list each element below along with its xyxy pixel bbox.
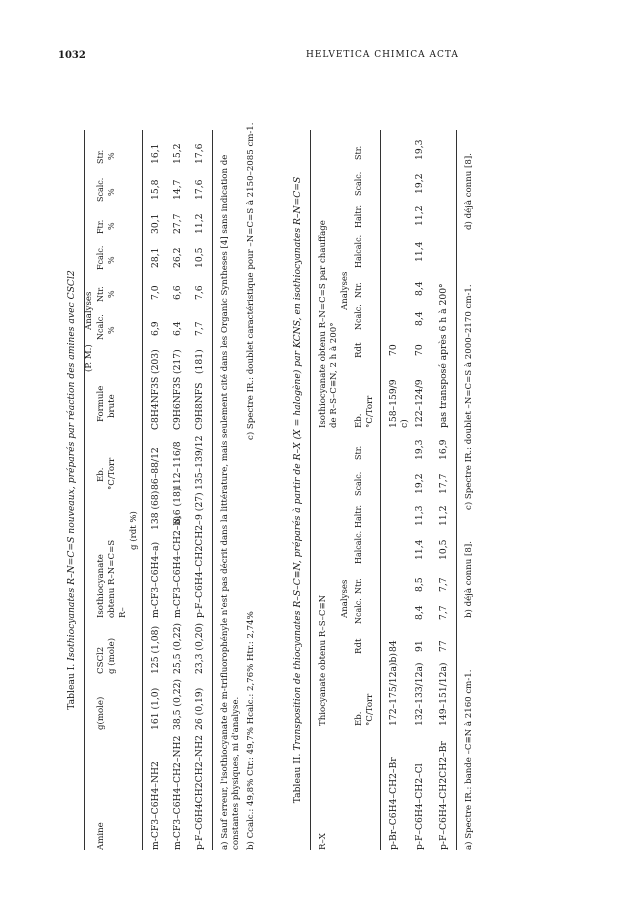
t1-hdr-str: Str. [96, 149, 105, 164]
table2-top-rule [310, 130, 311, 850]
table1-note-c: c) Spectre IR.: doublet caractéristique pour –N=C=S à 2150–2085 cm-1. [246, 122, 256, 440]
t1-hdr-ntr: Ntr. [96, 286, 105, 302]
t2-r1-rdt2: 70 [414, 344, 425, 356]
t1-hdr-cscl2-sub: g (mole) [107, 637, 117, 674]
t1-hdr-formule2: brute [107, 394, 117, 418]
t2-hdr-scalc: Scalc. [354, 471, 363, 496]
t1-r1-amine: m-CF3–C6H4–CH2–NH2 [172, 735, 183, 850]
table1-top-rule [84, 130, 85, 850]
t1-r1-cscl2: 25,5 (0,22) [172, 622, 183, 674]
t2-hdr-ncalc2: Ncalc. [354, 304, 363, 330]
t1-hdr-pct: % [107, 188, 116, 196]
t2-r1-ntr: 8,5 [414, 577, 425, 592]
t1-hdr-formule: Formule [96, 385, 106, 422]
t1-r1-formula: C9H6NF3S [172, 376, 183, 430]
t2-r2-rx: p-F–C6H4–CH2CH2–Br [438, 741, 449, 850]
t1-hdr-fcalc: Fcalc. [96, 245, 105, 270]
t1-r2-str: 17,6 [194, 143, 205, 164]
t1-r2-cscl2: 23,3 (0,20) [194, 622, 205, 674]
t2-r0-rdt2: 70 [388, 344, 399, 356]
t2-hdr-eb2-unit: °C/Torr [365, 395, 375, 428]
t2-r1-haltr: 11,3 [414, 505, 425, 526]
t1-r2-yield: 9 (27) [194, 492, 205, 520]
t2-r1-ncalc: 8,4 [414, 605, 425, 620]
t1-r2-eb: 135–139/12 [194, 435, 205, 490]
t1-r1-fcalc: 26,2 [172, 247, 183, 268]
t2-hdr-haltr: Haltr. [354, 504, 363, 528]
t1-hdr-cscl2: CSCl2 [96, 646, 106, 674]
t2-r2-str: 16,9 [438, 439, 449, 460]
t1-r0-cscl2: 125 (1,08) [150, 625, 161, 674]
t1-r0-r: m-CF3–C6H4–a) [150, 541, 161, 618]
t2-r2-eb: 149–151/12a) [438, 662, 449, 726]
table1-caption-label: Tableau I. [66, 663, 77, 710]
t1-hdr-iso: Isothiocyanate [96, 554, 106, 618]
table1-header-rule [142, 130, 143, 850]
t1-r1-scalc: 14,7 [172, 179, 183, 200]
t1-r0-pm: (203) [150, 349, 161, 374]
page-number: 1032 [58, 50, 86, 61]
t1-hdr-iso3: R– [118, 607, 128, 618]
t1-r2-formula: C9H8NFS [194, 382, 205, 430]
t1-r0-ftr: 30,1 [150, 213, 161, 234]
t2-hdr-halcalc: Halcalc. [354, 530, 363, 564]
t1-r1-eb: 112–116/8 [172, 441, 183, 490]
table2-note-b: b) déjà connu [8]. [464, 541, 474, 618]
t2-hdr-ncalc: Ncalc. [354, 598, 363, 624]
t2-r1-ntr2: 8,4 [414, 281, 425, 296]
t2-r0-note: c) [399, 419, 410, 428]
t1-hdr-pct: % [107, 290, 116, 298]
page-header [58, 50, 548, 64]
table2-caption [292, 130, 304, 850]
table1-bottom-rule [212, 130, 213, 850]
journal-title: HELVETICA CHIMICA ACTA [306, 50, 459, 60]
t1-r1-gmole: 38,5 (0,22) [172, 678, 183, 730]
t2-r0-rdt: 84 [388, 640, 399, 652]
t2-hdr-str2: Str. [354, 145, 363, 160]
table2-note-c: c) Spectre IR.: doublet –N=C=S à 2000–2170 cm-1. [464, 284, 474, 510]
t1-r2-gmole: 26 (0,19) [194, 687, 205, 730]
t1-hdr-eb-unit: °C/Torr [107, 457, 117, 490]
t1-r2-ncalc: 7,7 [194, 321, 205, 336]
t1-r1-r: m-CF3–C6H4–CH2–b) [172, 516, 183, 618]
t1-r2-amine: p-F–C6H4CH2CH2–NH2 [194, 735, 205, 850]
t2-r2-scalc: 17,7 [438, 473, 449, 494]
t2-hdr-ntr2: Ntr. [354, 282, 363, 298]
t1-hdr-analyses: Analyses [84, 291, 94, 330]
t2-r1-rdt: 91 [414, 640, 425, 652]
t2-r1-halcalc2: 11,4 [414, 241, 425, 262]
t2-r2-haltr: 11,2 [438, 505, 449, 526]
t2-r1-haltr2: 11,2 [414, 205, 425, 226]
t2-r1-str: 19,3 [414, 439, 425, 460]
t1-r0-ntr: 7,0 [150, 285, 161, 300]
t2-hdr-iso2: de R–S–C≡N, 2 h à 200° [329, 322, 339, 428]
t2-r2-halcalc: 10,5 [438, 539, 449, 560]
t1-hdr-eb: Eb. [96, 467, 106, 482]
table2-header-rule [380, 130, 381, 850]
t2-hdr-eb-unit: °C/Torr [365, 693, 375, 726]
t1-r0-formula: C8H4NF3S [150, 376, 161, 430]
table2-bottom-rule [456, 130, 457, 850]
t2-hdr-rdt: Rdt [354, 638, 364, 654]
t2-hdr-eb2: Eb. [354, 413, 364, 428]
table1-caption [66, 130, 78, 850]
table2-caption-label: Tableau II. [292, 753, 303, 804]
t1-hdr-iso2: obtenu R–N=C=S [107, 539, 117, 618]
t1-r1-ncalc: 6,4 [172, 321, 183, 336]
t1-r2-fcalc: 10,5 [194, 247, 205, 268]
t2-hdr-halcalc2: Halcalc. [354, 234, 363, 268]
t2-hdr-scalc2: Scalc. [354, 171, 363, 196]
t2-r0-eb: 172–175/12a)b) [388, 653, 399, 726]
t2-r1-halcalc: 11,4 [414, 539, 425, 560]
t2-hdr-rx: R–X [318, 833, 328, 850]
t2-hdr-rdt2: Rdt [354, 342, 364, 358]
t1-r0-yield: 138 (68) [150, 490, 161, 530]
t1-hdr-pct: % [107, 222, 116, 230]
t1-r1-pm: (217) [172, 349, 183, 374]
t1-r0-scalc: 15,8 [150, 179, 161, 200]
t1-r2-ntr: 7,6 [194, 285, 205, 300]
table1-note-a: a) Sauf erreur, l'isothiocyanate de m-trifluorophényle n'est pas décrit dans la littérature, mais seulement cité dans les Organic Syntheses [4] sans indication de constantes physiques, ni d'analyse. [220, 154, 242, 850]
t2-r1-eb2: 122–124/9 [414, 379, 425, 428]
t1-hdr-pm: (P. M.) [84, 344, 94, 372]
t1-r2-pm: (181) [194, 349, 205, 374]
t1-r2-scalc: 17,6 [194, 179, 205, 200]
t1-hdr-gmole: g(mole) [96, 696, 106, 730]
t2-r2-ncalc: 7,7 [438, 605, 449, 620]
t1-r0-str: 16,1 [150, 143, 161, 164]
t2-r2-ntr: 7,7 [438, 577, 449, 592]
t2-r2-rdt: 77 [438, 640, 449, 652]
t2-hdr-str: Str. [354, 445, 363, 460]
t2-r1-scalc: 19,2 [414, 473, 425, 494]
t2-hdr-iso: Isothiocyanate obtenu R–N=C=S par chauffage [318, 220, 328, 428]
rotated-tables [54, 90, 574, 850]
t2-hdr-haltr2: Haltr. [354, 204, 363, 228]
t2-r2-note: pas transposé après 6 h à 200° [438, 283, 449, 428]
t2-r1-str2: 19,3 [414, 139, 425, 160]
table1-caption-text: Isothiocyanates R–N=C=S nouveaux, préparés par réaction des amines avec CSCl2 [66, 270, 77, 661]
t1-r1-ntr: 6,6 [172, 285, 183, 300]
t1-hdr-pct: % [107, 326, 116, 334]
t1-r0-eb: 86–88/12 [150, 447, 161, 490]
t2-r1-eb: 132–133/12a) [414, 662, 425, 726]
t2-hdr-analyses-iso: Analyses [340, 271, 350, 310]
t1-r0-amine: m-CF3–C6H4–NH2 [150, 761, 161, 850]
t1-hdr-ftr: Ftr. [96, 219, 105, 234]
t1-r0-ncalc: 6,9 [150, 321, 161, 336]
t1-hdr-pct: % [107, 152, 116, 160]
t1-r2-ftr: 11,2 [194, 213, 205, 234]
table2-caption-text: Transposition de thiocyanates R–S–C≡N, préparés à partir de R–X (X = halogène) par KCNS, en isothiocyanates R–N=C=S [292, 176, 303, 751]
t1-hdr-pct: % [107, 256, 116, 264]
t2-r1-scalc2: 19,2 [414, 173, 425, 194]
t1-hdr-amine: Amine [96, 822, 106, 850]
table2-note-d: d) déjà connu [8]. [464, 153, 474, 230]
t1-hdr-scalc: Scalc. [96, 177, 105, 202]
t1-hdr-iso4: g (rdt %) [129, 511, 139, 550]
t2-r1-ncalc2: 8,4 [414, 311, 425, 326]
t1-r0-fcalc: 28,1 [150, 247, 161, 268]
t1-r2-r: p-F–C6H4–CH2CH2– [194, 520, 205, 618]
t1-r1-yield: 8,6 (18) [172, 487, 183, 524]
t2-r0-eb2: 158–159/9 [388, 379, 399, 428]
t2-hdr-eb: Eb. [354, 711, 364, 726]
t1-r0-gmole: 161 (1,0) [150, 687, 161, 730]
t1-r1-str: 15,2 [172, 143, 183, 164]
t2-hdr-ntr: Ntr. [354, 578, 363, 594]
t1-r1-ftr: 27,7 [172, 213, 183, 234]
t1-hdr-ncalc: Ncalc. [96, 314, 105, 340]
t2-hdr-thio: Thiocyanate obtenu R–S–C≡N [318, 594, 328, 726]
t2-r0-rx: p-Br–C6H4–CH2–Br [388, 757, 399, 850]
t2-hdr-analyses-thio: Analyses [340, 579, 350, 618]
table1-note-b: b) Ccalc.: 49,8% Ctr.: 49,7% Hcalc.: 2,76% Htr.: 2,74% [246, 611, 256, 850]
table2-note-a: a) Spectre IR.: bande –C≡N à 2160 cm-1. [464, 669, 474, 850]
t2-r1-rx: p-F–C6H4–CH2–Cl [414, 763, 425, 850]
